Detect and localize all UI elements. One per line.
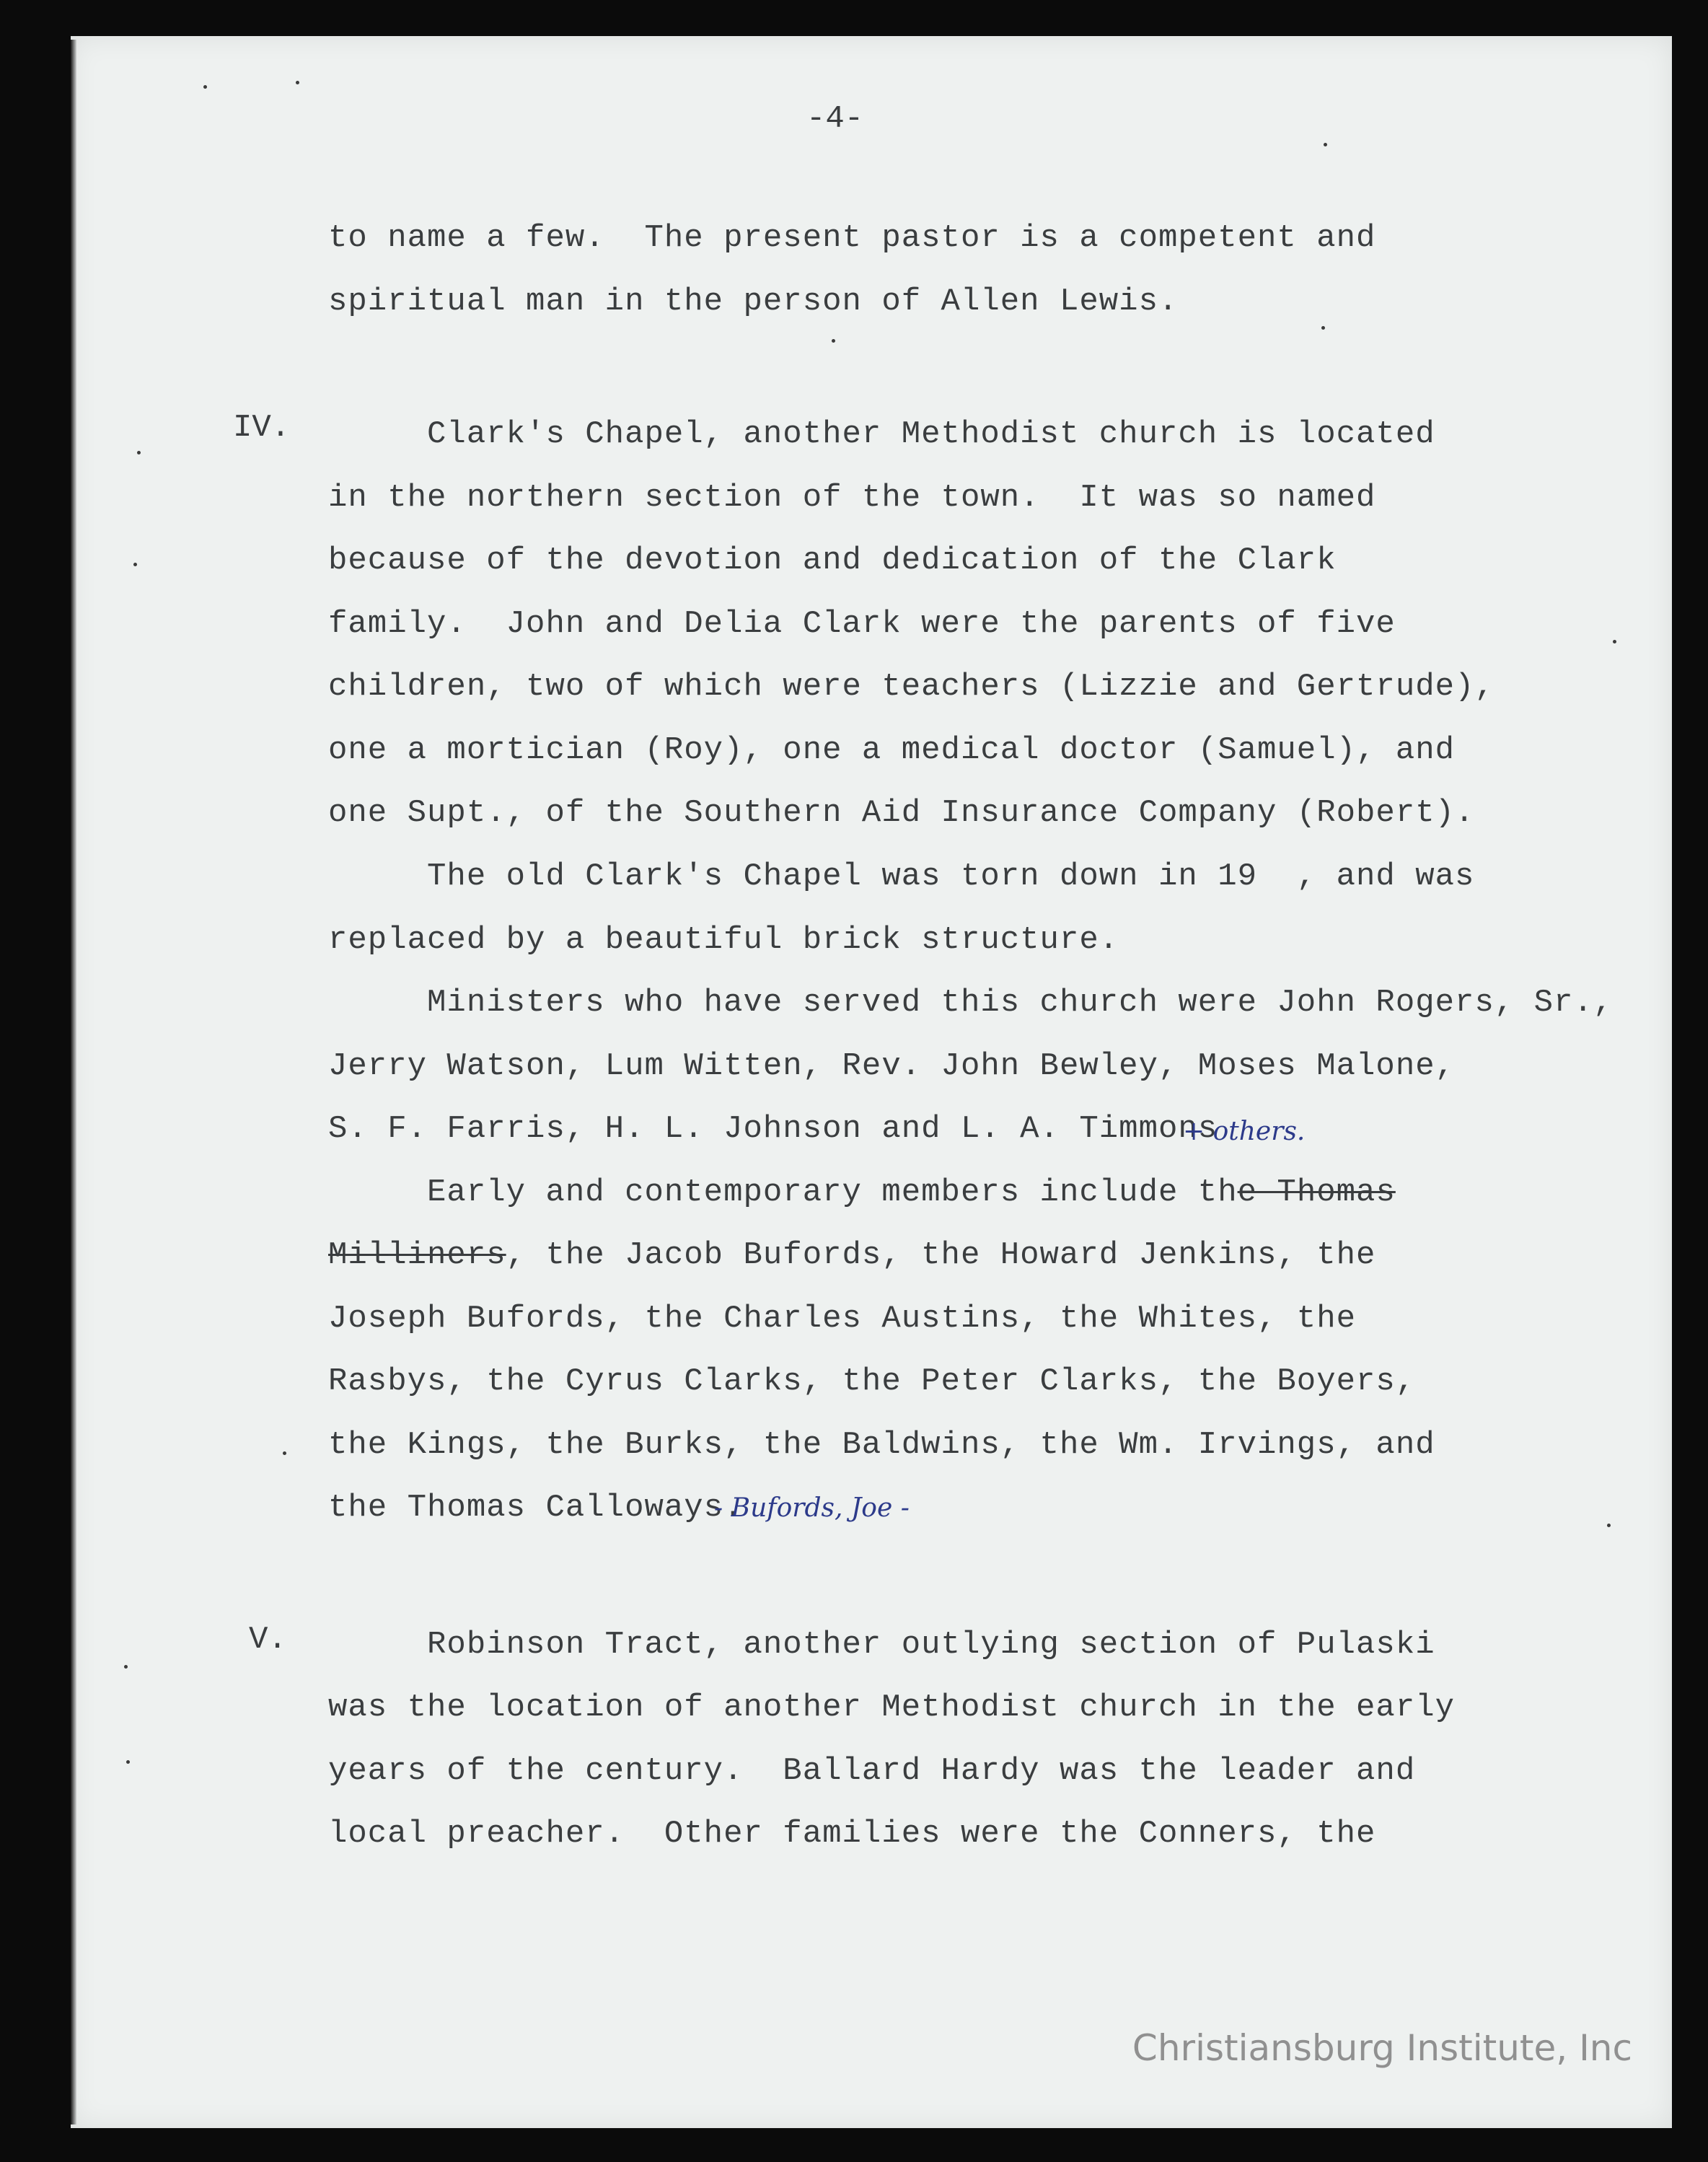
section-iv-p4-line-3: Joseph Bufords, the Charles Austins, the Whites, the: [328, 1301, 1357, 1337]
section-v-line-2: was the location of another Methodist church in the early: [328, 1689, 1456, 1726]
section-iv-p1-line-6: one a mortician (Roy), one a medical doctor (Samuel), and: [328, 732, 1456, 768]
section-v-line-1: Robinson Tract, another outlying section of Pulaski: [328, 1627, 1435, 1663]
struck-text-milliners: Milliners: [328, 1237, 506, 1273]
section-iv-p1-line-3: because of the devotion and dedication of the Clark: [328, 542, 1337, 579]
speck: [203, 85, 207, 89]
section-iv-p4-line-5: the Kings, the Burks, the Baldwins, the Wm. Irvings, and: [328, 1427, 1435, 1463]
handwritten-bufords-note: - Bufords, Joe -: [714, 1493, 910, 1523]
section-iv-p3-line-1: Ministers who have served this church were John Rogers, Sr.,: [328, 985, 1614, 1021]
section-iv-p4-line-2: [328, 1237, 1375, 1273]
handwritten-others-note: + others.: [1183, 1117, 1306, 1146]
page-edge: [71, 40, 76, 2124]
section-v-line-3: years of the century. Ballard Hardy was the leader and: [328, 1753, 1416, 1789]
section-iv-p1-line-2: in the northern section of the town. It was so named: [328, 480, 1376, 516]
section-iv-p1-line-5: children, two of which were teachers (Lizzie and Gertrude),: [328, 669, 1494, 705]
section-iv-numeral: IV.: [233, 410, 291, 446]
section-v-line-4: local preacher. Other families were the Conners, the: [328, 1816, 1376, 1852]
speck: [137, 451, 141, 454]
p4-line-2-text: , the Jacob Bufords, the Howard Jenkins, the: [506, 1237, 1376, 1273]
page-number: -4-: [806, 101, 864, 137]
speck: [1324, 143, 1327, 146]
section-iv-p3-line-3: S. F. Farris, H. L. Johnson and L. A. Timmons: [328, 1111, 1218, 1147]
section-v-numeral: V.: [249, 1622, 287, 1658]
section-iv-p4-line-6: the Thomas Calloways.: [328, 1490, 744, 1526]
section-iv-p3-line-2: Jerry Watson, Lum Witten, Rev. John Bewley, Moses Malone,: [328, 1048, 1456, 1084]
watermark: Christiansburg Institute, Inc: [1132, 2027, 1632, 2069]
section-iv-p2-line-2: replaced by a beautiful brick structure.: [328, 922, 1119, 958]
speck: [1321, 326, 1325, 330]
speck: [1607, 1524, 1611, 1527]
speck: [126, 1760, 130, 1764]
section-iv-p1-line-4: family. John and Delia Clark were the parents of five: [328, 606, 1396, 642]
section-iv-p4-line-4: Rasbys, the Cyrus Clarks, the Peter Clarks, the Boyers,: [328, 1363, 1416, 1399]
speck: [124, 1665, 128, 1669]
struck-text-thomas: e Thomas: [1237, 1174, 1396, 1210]
section-iv-p4-line-1: [328, 1174, 1396, 1210]
speck: [296, 81, 299, 84]
section-iv-p2-line-1: The old Clark's Chapel was torn down in 19 , and was: [328, 858, 1475, 895]
speck: [133, 563, 137, 566]
intro-line-2: spiritual man in the person of Allen Lewis.: [328, 284, 1179, 320]
speck: [832, 339, 835, 343]
speck: [1613, 640, 1616, 643]
section-iv-p1-line-1: Clark's Chapel, another Methodist church is located: [328, 416, 1435, 452]
section-iv-p1-line-7: one Supt., of the Southern Aid Insurance Company (Robert).: [328, 795, 1475, 831]
speck: [283, 1451, 286, 1455]
intro-line-1: to name a few. The present pastor is a competent and: [328, 220, 1376, 256]
p4-line-1-text: Early and contemporary members include th: [328, 1174, 1238, 1210]
